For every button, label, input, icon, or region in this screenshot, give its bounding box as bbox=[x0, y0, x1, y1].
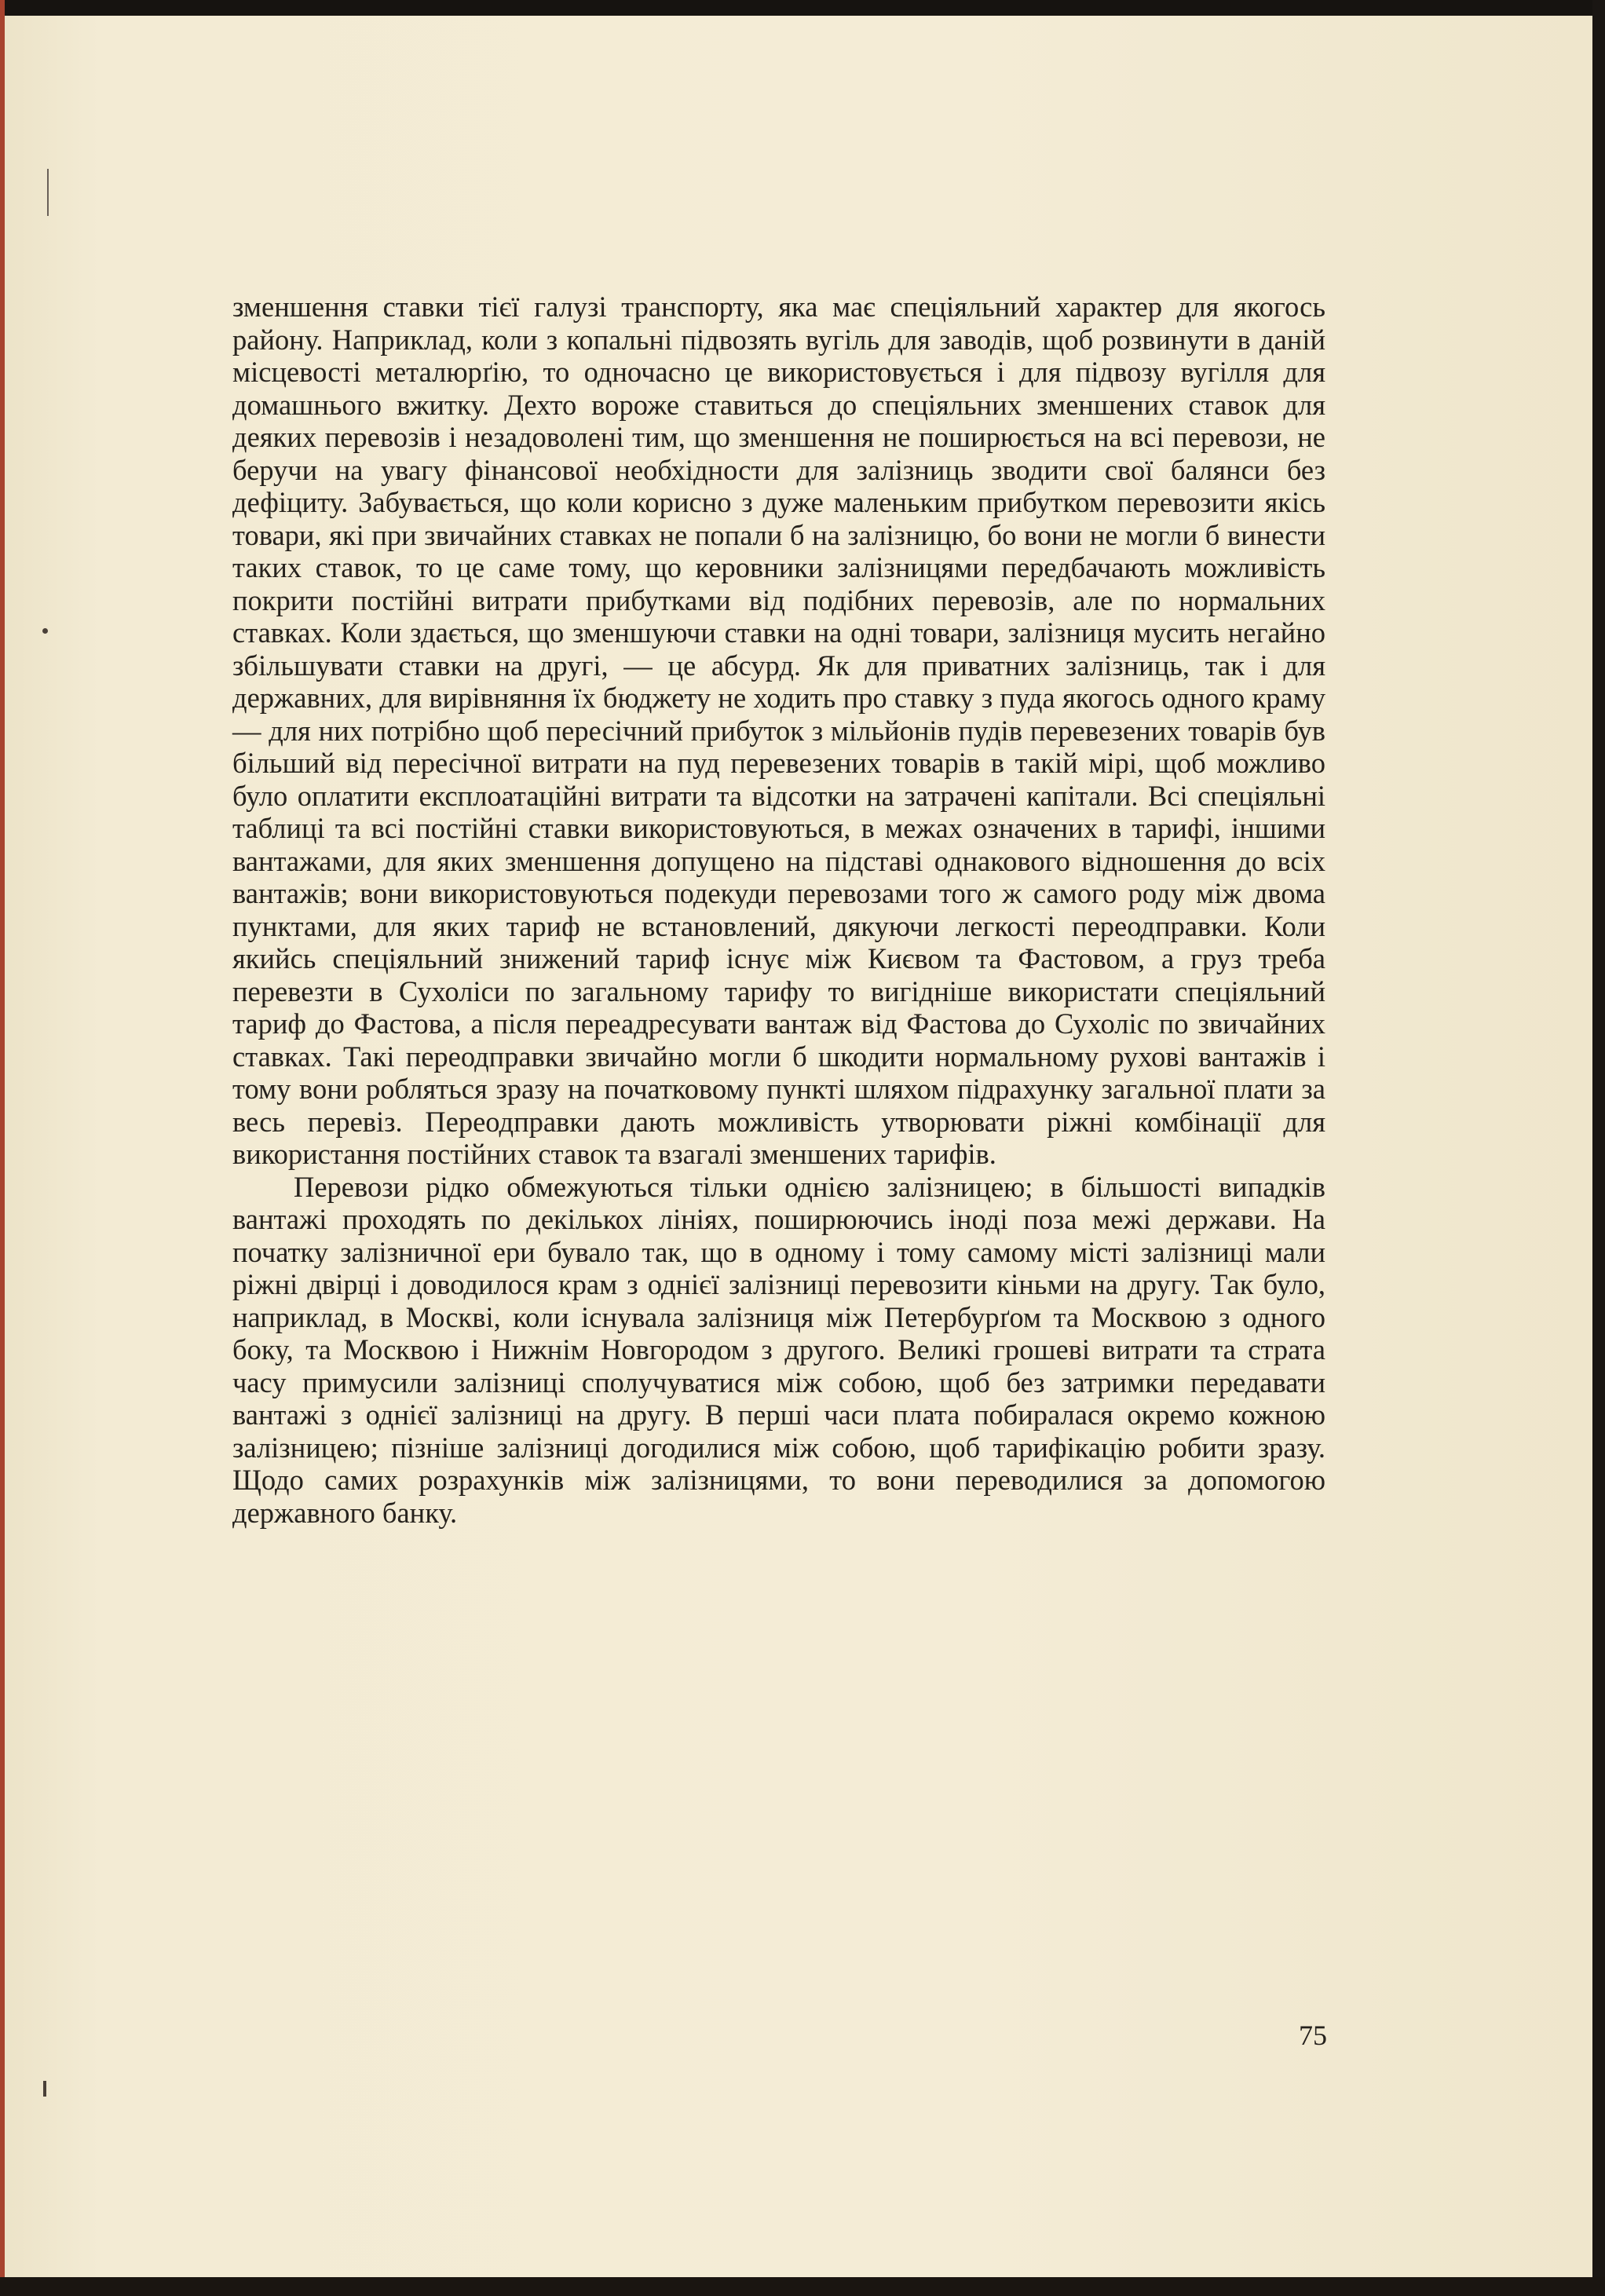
margin-bracket-mark bbox=[47, 169, 49, 216]
body-text bbox=[232, 291, 1325, 1529]
paragraph: зменшення ставки тієї галузі транспорту, яка має спеціяльний характер для якогось району. Наприклад, коли з копальні підвозять вугіль для заводів, щоб розвинути в даній місцевості металюрґію, то одночасно це використовується і для підвозу вугілля для домашнього вжитку. Дехто вороже ставиться до спеціяльних зменшених ставок для деяких перевозів і незадоволені тим, що зменшення не поширюється на всі перевози, не беручи на увагу фінансової необхідности для залізниць зводити свої балянси без дефіциту. Забувається, що коли корисно з дуже маленьким прибутком перевозити якісь товари, які при звичайних ставках не попали б на залізницю, бо вони не могли б винести таких ставок, то це саме тому, що керовники залізницями передбачають можливість покрити постійні витрати прибутками від подібних перевозів, але по нормальних ставках. Коли здається, що зменшуючи ставки на одні товари, залізниця мусить негайно збільшувати ставки на другі, — це абсурд. Як для приватних залізниць, так і для державних, для вирівняння їх бюджету не ходить про ставку з пуда якогось одного краму — для них потрібно щоб пересічний прибуток з мільйонів пудів перевезених товарів був більший від пересічної витрати на пуд перевезених товарів в такій мірі, щоб можливо було оплатити експлоатаційні витрати та відсотки на затрачені капітали. Всі спеціяльні таблиці та всі постійні ставки використовуються, в межах означених в тарифі, іншими вантажами, для яких зменшення допущено на підставі однакового відношення до всіх вантажів; вони використовуються подекуди перевозами того ж самого роду між двома пунктами, для яких тариф не встановлений, дякуючи легкості переодправки. Коли якийсь спеціяльний знижений тариф існує між Києвом та Фастовом, а груз треба перевезти в Сухоліси по загальному тарифу то вигідніше використати спеціяльний тариф до Фастова, а після переадресувати вантаж від Фастова до Сухоліс по звичайних ставках. Такі переодправки звичайно могли б шкодити нормальному рухові вантажів і тому вони робляться зразу на початковому пункті шляхом підрахунку загальної плати за весь перевіз. Переодправки дають можливість утворювати ріжні комбінації для використання постійних ставок та взагалі зменшених тарифів. bbox=[232, 291, 1325, 1170]
scan-bottom-border bbox=[0, 2277, 1605, 2296]
paragraph: Перевози рідко обмежуються тільки однією залізницею; в більшості випадків вантажі проходять по декількох лініях, поширюючись іноді поза межі держави. На початку залізничної ери бувало так, що в одному і тому самому місті залізниці мали ріжні двірці і доводилося крам з однієї залізниці перевозити кіньми на другу. Так було, наприклад, в Москві, коли існувала залізниця між Петербурґом та Москвою з одного боку, та Москвою і Нижнім Новгородом з другого. Великі грошеві витрати та страта часу примусили залізниці сполучуватися між собою, щоб без затримки передавати вантажі з однієї залізниці на другу. В перші часи плата побиралася окремо кожною залізницею; пізніше залізниці догодилися між собою, щоб тарифікацію робити зразу. Щодо самих розрахунків між залізницями, то вони переводилися за допомогою державного банку. bbox=[232, 1170, 1325, 1529]
margin-dot-mark bbox=[42, 628, 48, 634]
page-number: 75 bbox=[1299, 2020, 1327, 2051]
scan-right-border bbox=[1592, 0, 1605, 2296]
scan-left-edge bbox=[0, 0, 5, 2296]
margin-tick-mark bbox=[43, 2081, 46, 2097]
scan-top-border bbox=[0, 0, 1605, 16]
